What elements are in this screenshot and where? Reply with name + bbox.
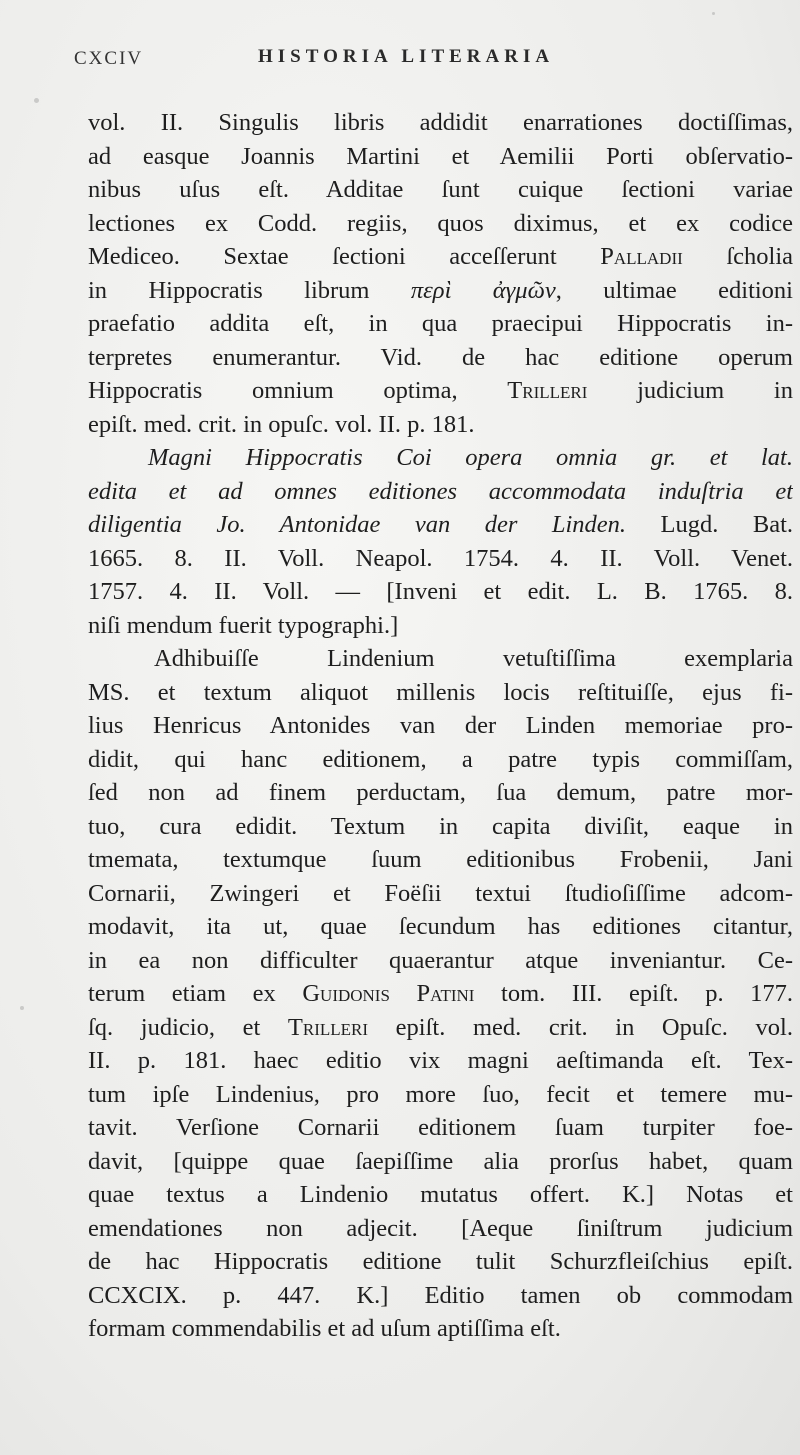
text-line [88, 1312, 793, 1346]
text-segment: Lugd. Bat. [626, 511, 793, 538]
text-line [88, 1111, 793, 1145]
greek-phrase: περὶ ἀγμῶν [410, 276, 556, 304]
text-segment: Cornarii, Zwingeri et Foëſii textui ſtudioſiſſime adcom- [88, 879, 793, 907]
text-line [88, 1245, 793, 1279]
text-line [88, 843, 793, 877]
small-caps-name: Palladii [600, 243, 683, 270]
text-segment: judicium in [587, 377, 793, 404]
text-line [88, 240, 793, 274]
text-line [88, 542, 793, 576]
text-line [88, 977, 793, 1011]
text-line [88, 274, 793, 308]
text-line [88, 475, 793, 509]
text-line [88, 575, 793, 609]
text-segment: in Hippocratis librum [88, 276, 411, 304]
body-text [88, 106, 793, 1346]
text-line [88, 642, 793, 676]
paper-speck [712, 12, 715, 15]
small-caps-name: Trilleri [507, 377, 588, 404]
text-line [88, 1078, 793, 1112]
text-line [88, 910, 793, 944]
text-line [88, 944, 793, 978]
text-line [88, 1279, 793, 1313]
text-line [88, 1145, 793, 1179]
text-line [88, 508, 793, 542]
text-line [88, 408, 793, 442]
text-segment: ſed non ad finem perductam, ſua demum, patre mor- [88, 779, 793, 806]
page-number: CXCIV [74, 48, 144, 69]
text-segment: emendationes non adjecit. [Aeque ſiniſtrum judicium [88, 1214, 793, 1242]
text-segment: Mediceo. Sextae ſectioni acceſſerunt [88, 243, 601, 270]
text-segment: ſq. judicio, et [88, 1013, 288, 1041]
text-segment: ad easque Joannis Martini et Aemilii Porti obſervatio- [88, 142, 793, 170]
text-line [88, 106, 793, 140]
text-line [88, 743, 793, 777]
italic-title: edita et ad omnes editiones accommodata induſtria et [88, 477, 793, 505]
text-segment: niſi mendum fuerit typographi.] [88, 611, 399, 639]
text-line [88, 609, 793, 643]
text-segment: CCXCIX. p. 447. K.] Editio tamen ob commodam [88, 1281, 793, 1309]
text-segment: de hac Hippocratis editione tulit Schurzfleiſchius epiſt. [88, 1248, 793, 1275]
text-segment: vol. II. Singulis libris addidit enarrationes doctiſſimas, [88, 109, 793, 136]
text-segment: nibus uſus eſt. Additae ſunt cuique ſectioni variae [88, 176, 793, 203]
paper-speck [20, 1006, 24, 1010]
text-line [88, 676, 793, 710]
text-line [88, 140, 793, 174]
italic-title: diligentia Jo. Antonidae van der Linden. [88, 511, 627, 538]
text-line [88, 207, 793, 241]
text-line [88, 1011, 793, 1045]
text-segment: tmemata, textumque ſuum editionibus Frobenii, Jani [88, 846, 793, 873]
text-segment: tavit. Verſione Cornarii editionem ſuam turpiter foe- [88, 1114, 793, 1141]
text-segment: ſcholia [682, 243, 793, 270]
text-line [88, 877, 793, 911]
text-segment: praefatio addita eſt, in qua praecipui Hippocratis in- [88, 310, 793, 337]
text-line [88, 1212, 793, 1246]
text-segment: MS. et textum aliquot millenis locis reſtituiſſe, ejus fi- [88, 678, 793, 706]
text-segment: terum etiam ex [88, 980, 303, 1007]
text-segment: formam commendabilis et ad uſum aptiſſima eſt. [88, 1315, 561, 1342]
text-line [88, 374, 793, 408]
paper-speck [34, 98, 39, 103]
text-segment: quae textus a Lindenio mutatus offert. K.] Notas et [88, 1181, 793, 1208]
small-caps-name: Guidonis Patini [302, 980, 475, 1007]
text-segment: Hippocratis omnium optima, [88, 377, 508, 404]
text-segment: tom. III. epiſt. p. 177. [474, 980, 793, 1007]
text-segment: tuo, cura edidit. Textum in capita diviſit, eaque in [88, 812, 793, 840]
text-segment: didit, qui hanc editionem, a patre typis commiſſam, [88, 745, 793, 773]
text-line [88, 441, 793, 475]
text-segment: davit, [quippe quae ſaepiſſime alia prorſus habet, quam [88, 1147, 793, 1175]
italic-title: Magni Hippocratis Coi opera omnia gr. et lat. [148, 444, 793, 471]
text-segment: epiſt. med. crit. in opuſc. vol. II. p. 181. [88, 410, 475, 438]
text-segment: lectiones ex Codd. regiis, quos diximus, et ex codice [88, 209, 793, 237]
text-line [88, 173, 793, 207]
text-line [88, 776, 793, 810]
text-segment: epiſt. med. crit. in Opuſc. vol. [368, 1013, 793, 1041]
text-line [88, 1178, 793, 1212]
text-segment: 1757. 4. II. Voll. — [Inveni et edit. L. B. 1765. 8. [88, 578, 793, 605]
text-segment: Adhibuiſſe Lindenium vetuſtiſſima exemplaria [154, 645, 793, 672]
text-line [88, 1044, 793, 1078]
small-caps-name: Trilleri [287, 1013, 369, 1041]
text-line [88, 810, 793, 844]
text-segment: lius Henricus Antonides van der Linden memoriae pro- [88, 712, 793, 739]
text-segment: terpretes enumerantur. Vid. de hac editione operum [88, 343, 793, 371]
text-segment: II. p. 181. haec editio vix magni aeſtimanda eſt. Tex- [88, 1047, 793, 1074]
running-header [62, 44, 740, 74]
text-segment: in ea non difficulter quaerantur atque inveniantur. Ce- [88, 946, 793, 974]
text-segment: 1665. 8. II. Voll. Neapol. 1754. 4. II. Voll. Venet. [88, 544, 793, 572]
text-line [88, 341, 793, 375]
running-title: HISTORIA LITERARIA [258, 46, 555, 67]
text-segment: modavit, ita ut, quae ſecundum has editiones citantur, [88, 913, 793, 940]
text-segment: , ultimae editioni [555, 276, 793, 304]
text-line [88, 307, 793, 341]
text-line [88, 709, 793, 743]
text-segment: tum ipſe Lindenius, pro more ſuo, fecit et temere mu- [88, 1080, 793, 1108]
